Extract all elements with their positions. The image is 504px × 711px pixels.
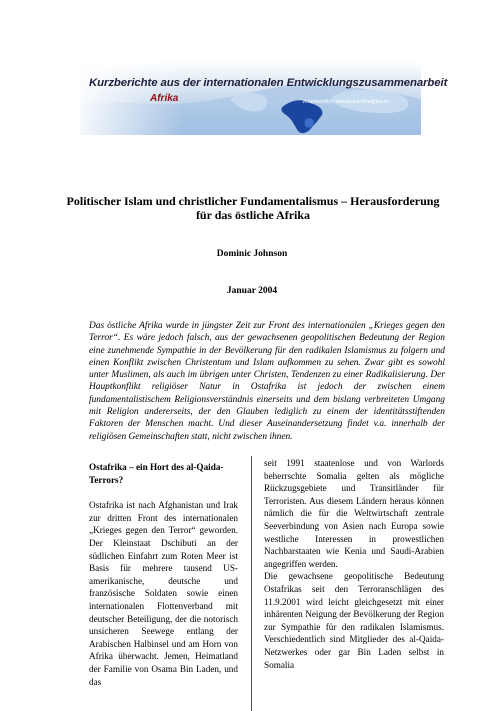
column-divider <box>251 456 252 711</box>
banner-region-label: Afrika <box>150 93 179 104</box>
left-column <box>89 461 238 688</box>
right-column <box>264 457 444 671</box>
banner-series-title: Kurzberichte aus der internationalen Entwicklungszusammenarbeit <box>89 77 448 89</box>
author-name: Dominic Johnson <box>216 249 288 259</box>
abstract-text: Das östliche Afrika wurde in jüngster Zeit zur Front des internationalen „Krieges gegen den Terror“. Es wäre jedoch falsch, aus der gewachsenen geopolitischen Bedeutung der Region eine zunehmende Sympathie in der Bevölkerung für den radikalen Islamismus zu folgern und einen Konflikt zwischen Christentum und Islam aufkommen zu sehen. Zwar gibt es sowohl unter Muslimen, als auch im übrigen unter Christen, Tendenzen zu einer Radikalisierung. Der Hauptkonflikt religiöser Natur in Ostafrika ist jedoch der zwischen einem fundamentalistischem Religionsverständnis einerseits und dem bislang verbreiteten Umgang mit Religion andererseits, der den Glauben lediglich zu einem der identitätsstiftenden Faktoren der Menschen macht. Und dieser Auseinandersetzung findet v.a. innerhalb der religiösen Gemeinschaften statt, nicht zwischen ihnen. <box>89 321 445 442</box>
banner-contact-email: Verantwortlich: werner.puschra@fes.de <box>302 99 390 105</box>
body-paragraph-left: Ostafrika ist nach Afghanistan und Irak zur dritten Front des internationalen „Krieges gegen den Terror“ geworden. Der Kleinstaat Dschibuti an der südlichen Einfahrt zum Roten Meer ist Basis für mehrere tausend US-amerikanische, deutsche und französische Soldaten sowie einen internationalen Flottenverband mit deutscher Beteiligung, der die notorisch unsicheren Seewege entlang der Arabischen Halbinsel und am Horn von Afrika überwacht. Jemen, Heimatland der Familie von Osama Bin Laden, und das <box>89 500 238 687</box>
body-paragraph-right-1: seit 1991 staatenlose und von Warlords beherrschte Somalia gelten als mögliche Rückzugsgebiete und Transitländer für Terroristen. Aus diesem Ländern heraus können nämlich die für die Weltwirtschaft zentrale Seeverbindung von Asien nach Europa sowie westliche Interessen in prowestlichen Nachbarstaaten wie Kenia und Saudi-Arabien angegriffen werden. <box>264 458 444 569</box>
header-banner <box>80 61 421 135</box>
document-title: Politischer Islam und christlicher Fundamentalismus – Herausforderung für das östliche Afrika <box>66 194 440 222</box>
body-paragraph-right-2: Die gewachsene geopolitische Bedeutung Ostafrikas seit den Terroranschlägen des 11.9.2001 wird leicht gleichgesetzt mit einer inhärenten Neigung der Bevölkerung der Region zur Sympathie für den radikalen Islamismus. Verschiedentlich sind Mitglieder des al-Qaida-Netzwerkes oder gar Bin Laden selbst in Somalia <box>264 571 444 670</box>
section-heading: Ostafrika – ein Hort des al-Qaida-Terrors? <box>89 462 224 485</box>
world-map-image <box>80 61 421 135</box>
publication-date: Januar 2004 <box>226 286 278 296</box>
